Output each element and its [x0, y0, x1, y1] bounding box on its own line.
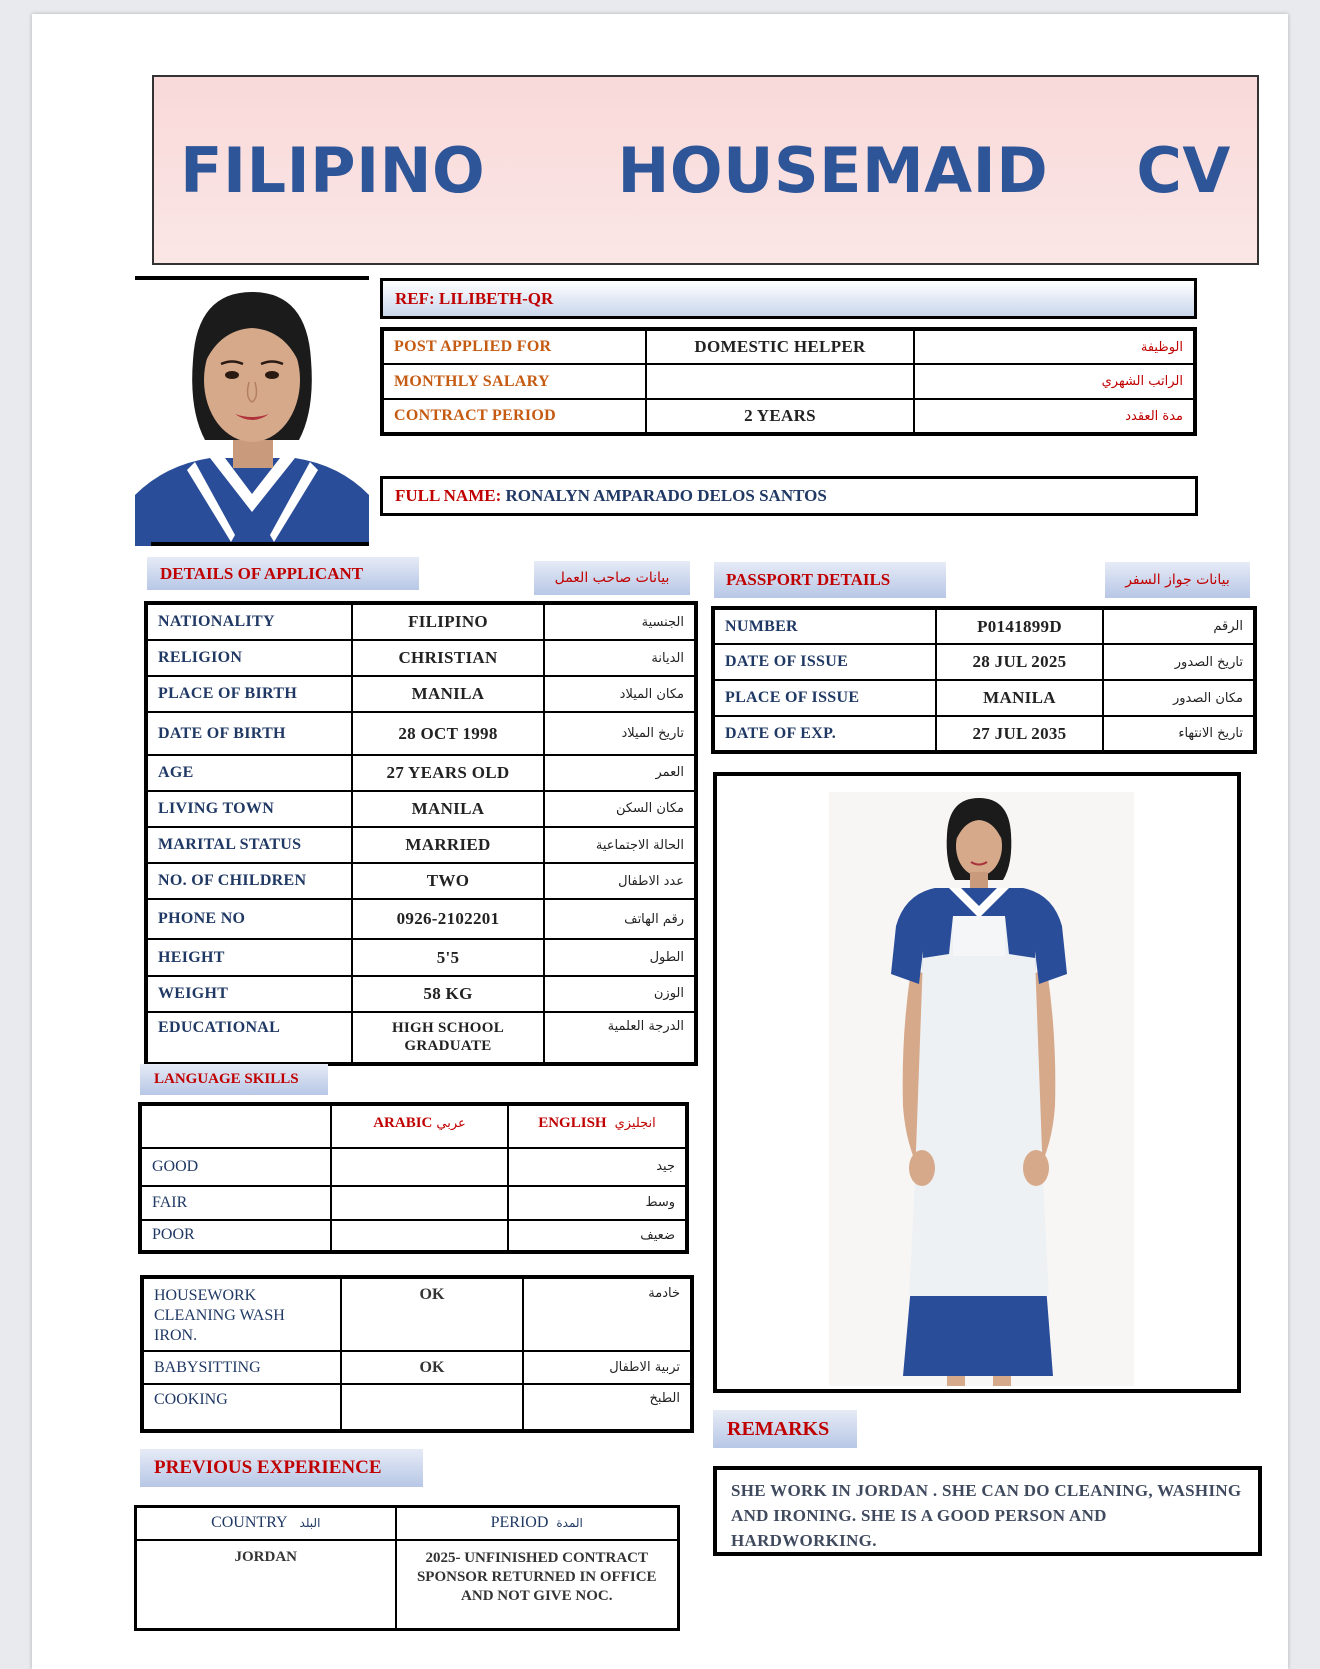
applicant-value: 0926-2102201	[352, 899, 544, 939]
applicant-value: 27 YEARS OLD	[352, 755, 544, 791]
applicant-label: HEIGHT	[146, 939, 352, 975]
applicant-label: PHONE NO	[146, 899, 352, 939]
applicant-label: LIVING TOWN	[146, 791, 352, 827]
passport-label-ar: مكان الصدور	[1103, 680, 1255, 716]
skill-label-ar: الطبخ	[523, 1384, 692, 1431]
period-header	[396, 1507, 679, 1540]
job-label-ar: الراتب الشهري	[914, 364, 1195, 399]
skill-value: OK	[341, 1277, 523, 1351]
table-row	[713, 644, 1255, 680]
passport-table	[711, 606, 1257, 754]
applicant-label: AGE	[146, 755, 352, 791]
applicant-label: EDUCATIONAL	[146, 1012, 352, 1064]
job-label: POST APPLIED FOR	[382, 329, 646, 364]
table-row	[382, 364, 1195, 399]
job-value: DOMESTIC HELPER	[646, 329, 914, 364]
passport-value: P0141899D	[936, 608, 1103, 644]
applicant-table	[144, 601, 698, 1066]
passport-heading-ar: بيانات جواز السفر	[1105, 562, 1250, 598]
skill-label: HOUSEWORK CLEANING WASH IRON.	[142, 1277, 341, 1351]
arabic-label-ar: عربي	[436, 1116, 466, 1131]
passport-label: DATE OF ISSUE	[713, 644, 936, 680]
headshot-photo	[135, 276, 369, 546]
full-body-image	[717, 776, 1237, 1389]
passport-value: 28 JUL 2025	[936, 644, 1103, 680]
applicant-heading: DETAILS OF APPLICANT	[147, 557, 419, 590]
applicant-label-ar: الدرجة العلمية	[544, 1012, 696, 1064]
language-level: GOOD	[140, 1148, 331, 1187]
page-title: FILIPINO HOUSEMAID CV	[180, 133, 1231, 207]
table-row	[713, 680, 1255, 716]
period-label-ar: المدة	[556, 1516, 583, 1531]
applicant-value: TWO	[352, 863, 544, 899]
job-label: CONTRACT PERIOD	[382, 399, 646, 434]
english-label-ar: انجليزي	[614, 1116, 656, 1131]
passport-label: DATE OF EXP.	[713, 716, 936, 752]
full-body-photo	[713, 772, 1241, 1393]
applicant-value: 58 KG	[352, 976, 544, 1012]
experience-table	[134, 1505, 680, 1631]
applicant-value: MANILA	[352, 791, 544, 827]
passport-label: NUMBER	[713, 608, 936, 644]
table-row	[140, 1186, 687, 1219]
table-row	[140, 1104, 687, 1148]
table-row	[142, 1351, 692, 1384]
country-header	[136, 1507, 396, 1540]
applicant-label-ar: رقم الهاتف	[544, 899, 696, 939]
remarks-box	[713, 1466, 1262, 1556]
remarks-text: SHE WORK IN JORDAN . SHE CAN DO CLEANING, WASHING AND IRONING. SHE IS A GOOD PERSON AND HARDWORKING.	[731, 1481, 1242, 1550]
skill-label-ar: تربية الاطفال	[523, 1351, 692, 1384]
arabic-level-value	[331, 1186, 508, 1219]
applicant-label: WEIGHT	[146, 976, 352, 1012]
table-row	[146, 676, 696, 712]
applicant-label-ar: عدد الاطفال	[544, 863, 696, 899]
skill-label: COOKING	[142, 1384, 341, 1431]
english-label: ENGLISH	[538, 1115, 607, 1131]
table-row	[140, 1220, 687, 1252]
english-column-header	[508, 1104, 687, 1148]
table-row	[146, 712, 696, 754]
experience-country: JORDAN	[136, 1540, 396, 1630]
applicant-label-ar: الجنسية	[544, 603, 696, 640]
applicant-heading-ar: بيانات صاحب العمل	[534, 561, 690, 595]
applicant-label: NO. OF CHILDREN	[146, 863, 352, 899]
passport-label: PLACE OF ISSUE	[713, 680, 936, 716]
job-label: MONTHLY SALARY	[382, 364, 646, 399]
table-row	[146, 939, 696, 975]
applicant-label-ar: مكان الميلاد	[544, 676, 696, 712]
applicant-label: RELIGION	[146, 640, 352, 676]
table-row	[146, 863, 696, 899]
job-label-ar: الوظيفة	[914, 329, 1195, 364]
full-name-value: RONALYN AMPARADO DELOS SANTOS	[505, 486, 827, 505]
applicant-value: MANILA	[352, 676, 544, 712]
period-label: PERIOD	[490, 1514, 549, 1532]
job-table	[380, 327, 1197, 436]
ref-bar	[380, 278, 1197, 319]
skill-value: OK	[341, 1351, 523, 1384]
experience-heading: PREVIOUS EXPERIENCE	[140, 1449, 423, 1487]
passport-heading: PASSPORT DETAILS	[714, 562, 946, 598]
applicant-label-ar: الطول	[544, 939, 696, 975]
country-label-ar: البلد	[299, 1516, 321, 1531]
table-row	[146, 827, 696, 863]
passport-value: MANILA	[936, 680, 1103, 716]
table-row	[382, 329, 1195, 364]
table-row	[146, 791, 696, 827]
full-name-bar	[380, 476, 1198, 516]
cv-page	[32, 14, 1288, 1669]
skills-table	[140, 1275, 694, 1433]
applicant-value: CHRISTIAN	[352, 640, 544, 676]
table-row	[146, 640, 696, 676]
language-level-ar: ضعيف	[508, 1220, 687, 1252]
full-name-label: FULL NAME:	[395, 486, 502, 505]
headshot-image	[135, 280, 369, 546]
arabic-column-header	[331, 1104, 508, 1148]
applicant-label-ar: تاريخ الميلاد	[544, 712, 696, 754]
title-banner	[152, 75, 1259, 265]
skill-label: BABYSITTING	[142, 1351, 341, 1384]
table-row	[146, 899, 696, 939]
remarks-heading: REMARKS	[713, 1410, 857, 1448]
experience-period: 2025- UNFINISHED CONTRACT SPONSOR RETURNED IN OFFICE AND NOT GIVE NOC.	[396, 1540, 679, 1630]
passport-value: 27 JUL 2035	[936, 716, 1103, 752]
applicant-value: 28 OCT 1998	[352, 712, 544, 754]
language-level-ar: جيد	[508, 1148, 687, 1187]
ref-label: REF:	[395, 288, 435, 308]
table-row	[713, 608, 1255, 644]
arabic-level-value	[331, 1148, 508, 1187]
applicant-label-ar: مكان السكن	[544, 791, 696, 827]
table-row	[713, 716, 1255, 752]
table-row	[142, 1277, 692, 1351]
table-row	[146, 755, 696, 791]
language-level-ar: وسط	[508, 1186, 687, 1219]
passport-label-ar: الرقم	[1103, 608, 1255, 644]
table-row	[140, 1148, 687, 1187]
applicant-label: DATE OF BIRTH	[146, 712, 352, 754]
skill-label-ar: خادمة	[523, 1277, 692, 1351]
applicant-label: MARITAL STATUS	[146, 827, 352, 863]
applicant-label-ar: الديانة	[544, 640, 696, 676]
ref-value: LILIBETH-QR	[438, 288, 554, 308]
arabic-label: ARABIC	[373, 1115, 433, 1131]
country-label: COUNTRY	[211, 1514, 288, 1532]
job-label-ar: مدة العقدد	[914, 399, 1195, 434]
table-row	[146, 1012, 696, 1064]
job-value	[646, 364, 914, 399]
passport-label-ar: تاريخ الانتهاء	[1103, 716, 1255, 752]
table-row	[382, 399, 1195, 434]
applicant-label-ar: الوزن	[544, 976, 696, 1012]
language-level: FAIR	[140, 1186, 331, 1219]
table-row	[142, 1384, 692, 1431]
language-level: POOR	[140, 1220, 331, 1252]
language-heading: LANGUAGE SKILLS	[140, 1064, 328, 1095]
applicant-label-ar: الحالة الاجتماعية	[544, 827, 696, 863]
applicant-label-ar: العمر	[544, 755, 696, 791]
table-row	[136, 1540, 679, 1630]
applicant-label: PLACE OF BIRTH	[146, 676, 352, 712]
passport-label-ar: تاريخ الصدور	[1103, 644, 1255, 680]
arabic-level-value	[331, 1220, 508, 1252]
skill-value	[341, 1384, 523, 1431]
applicant-value: FILIPINO	[352, 603, 544, 640]
table-row	[146, 976, 696, 1012]
applicant-value: HIGH SCHOOL GRADUATE	[352, 1012, 544, 1064]
applicant-label: NATIONALITY	[146, 603, 352, 640]
table-row	[146, 603, 696, 640]
language-table	[138, 1102, 689, 1254]
job-value: 2 YEARS	[646, 399, 914, 434]
applicant-value: MARRIED	[352, 827, 544, 863]
table-row	[136, 1507, 679, 1540]
applicant-value: 5'5	[352, 939, 544, 975]
